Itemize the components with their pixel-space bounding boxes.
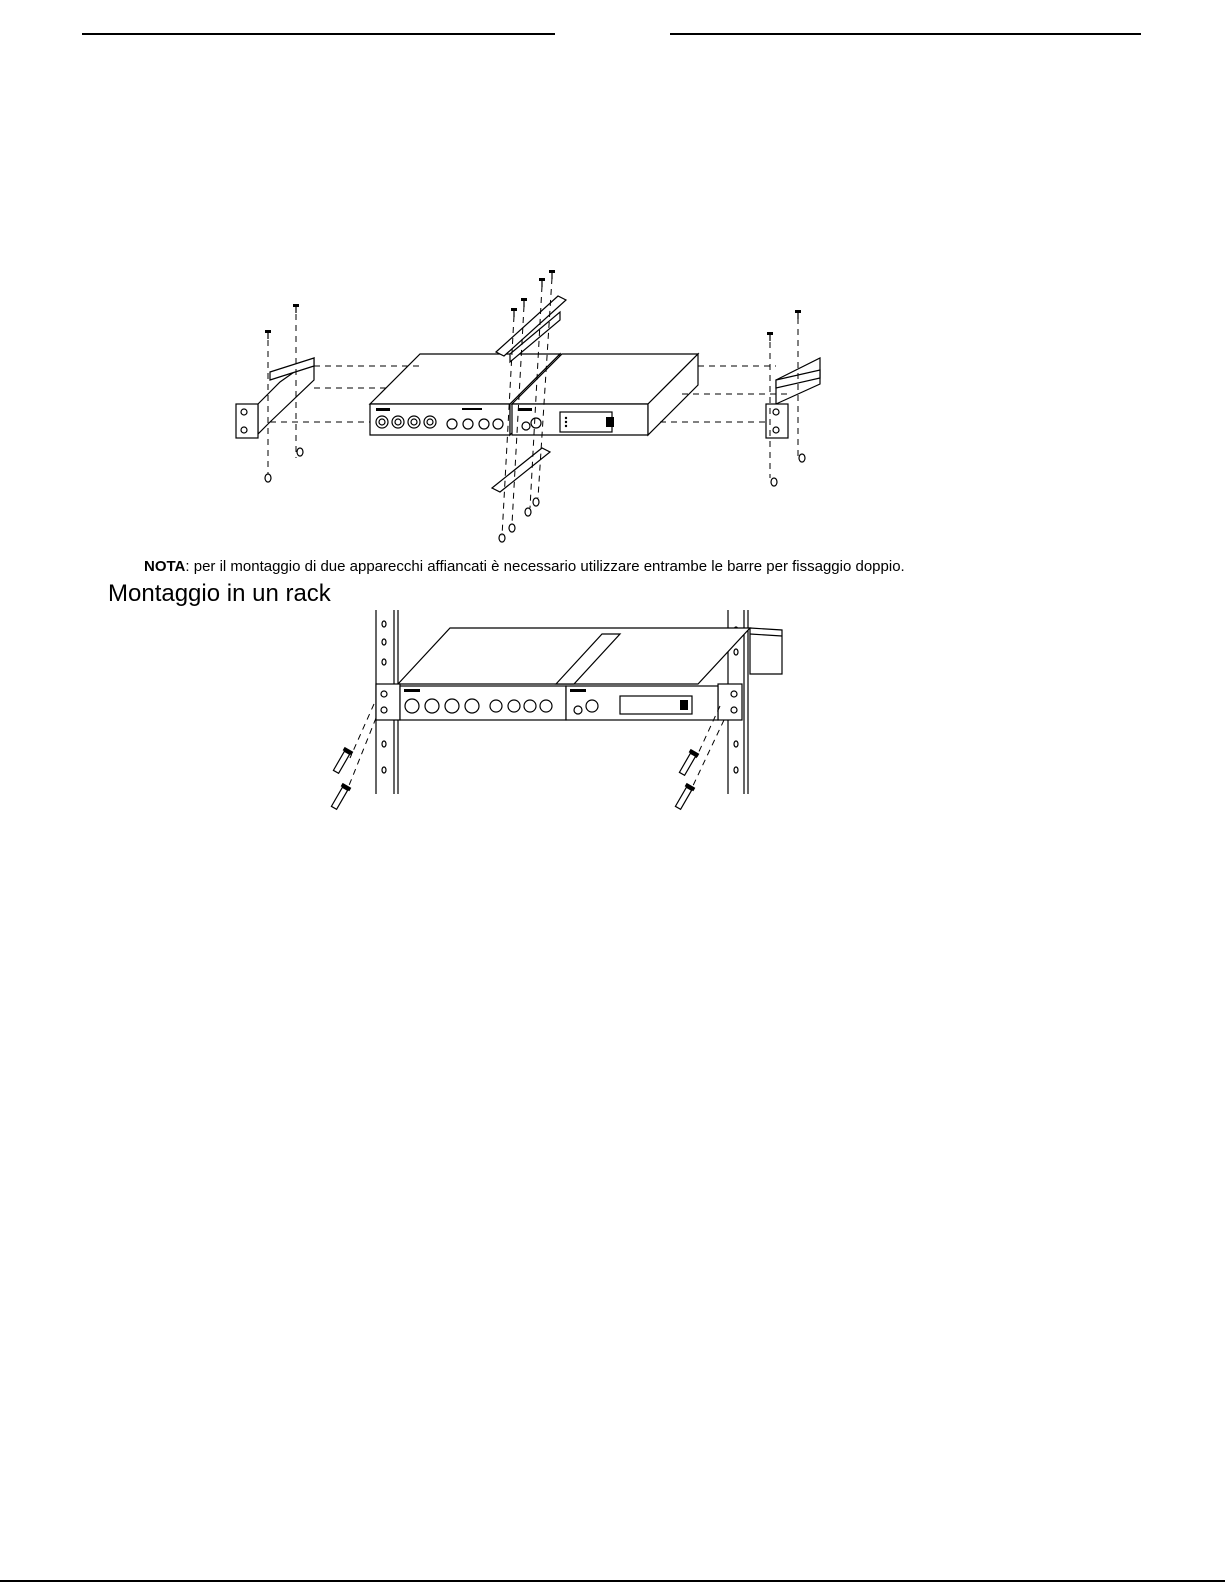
note-text: : per il montaggio di due apparecchi affiancati è necessario utilizzare entrambe le barre per fissaggio doppio.	[185, 558, 905, 575]
header-rule-left	[82, 33, 555, 35]
right-rack-ear	[766, 358, 820, 438]
rack-mount-diagram	[320, 608, 790, 818]
header-rule-right	[670, 33, 1141, 35]
joiner-bar-top	[496, 296, 566, 362]
left-rack-ear	[236, 358, 314, 438]
section-heading: Montaggio in un rack	[108, 580, 331, 607]
joiner-bar-bottom	[492, 448, 550, 492]
note-label: NOTA	[144, 558, 186, 575]
footer-rule	[0, 1580, 1225, 1582]
dual-unit-bracket-assembly-diagram	[230, 262, 850, 552]
mounting-note	[144, 558, 905, 576]
mounted-units	[376, 628, 782, 720]
